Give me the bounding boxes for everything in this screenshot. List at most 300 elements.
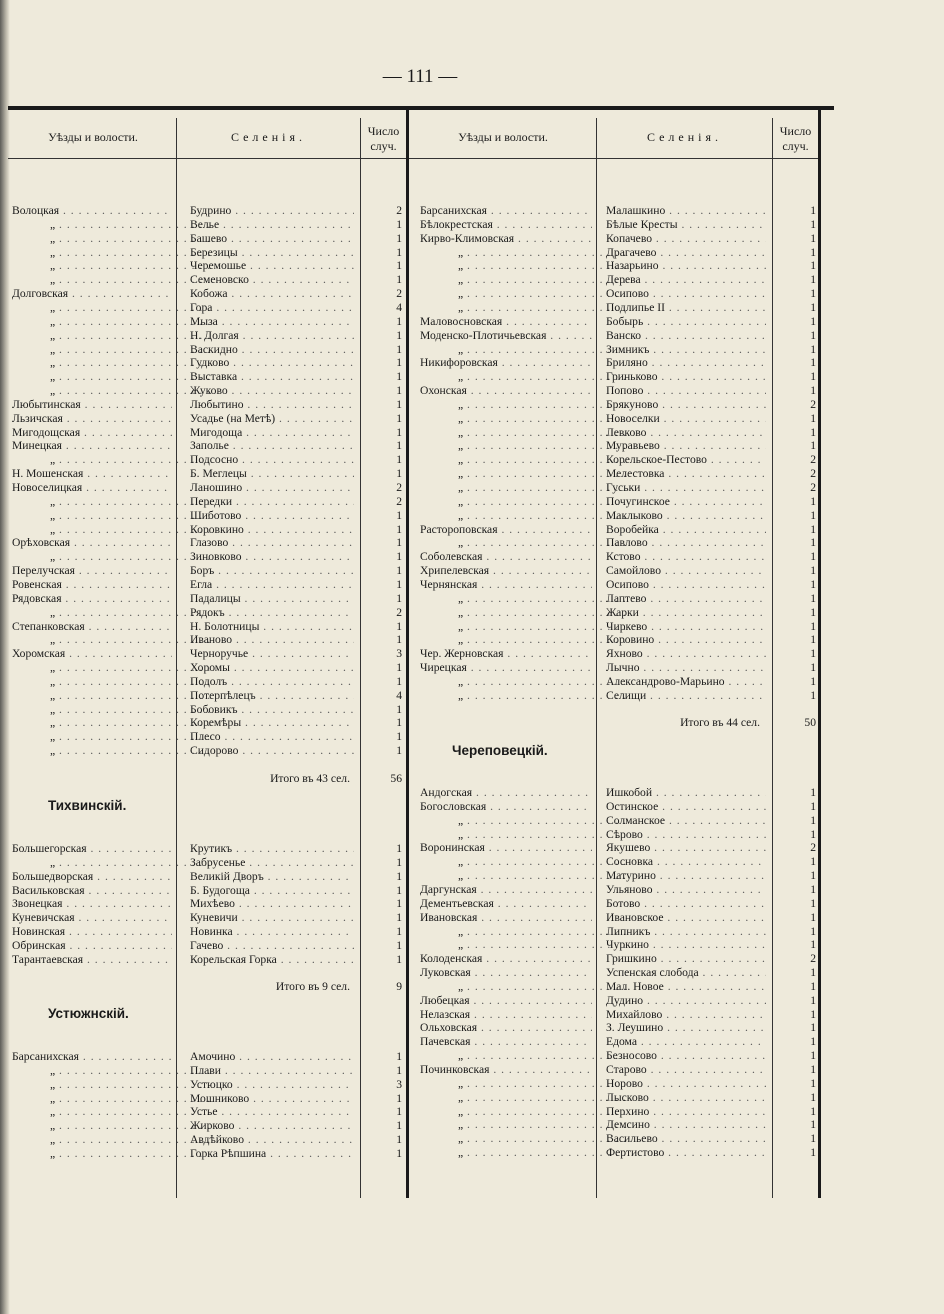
total-count: 9	[396, 980, 402, 993]
volost-cell: Моденско-Плотичьевская . . .	[420, 329, 592, 343]
case-count-cell: 1	[810, 979, 816, 993]
case-count-cell: 1	[810, 910, 816, 924]
case-count-cell: 2	[396, 605, 402, 619]
volost-cell: „ . . .	[420, 620, 630, 634]
volost-cell: „ . . .	[420, 412, 630, 426]
divider-right-seleniya	[772, 118, 773, 1198]
village-cell: Осипово . . .	[606, 578, 766, 592]
village-cell: Рядокъ . . .	[190, 606, 354, 620]
village-cell: Падалицы . . .	[190, 592, 354, 606]
case-count-cell: 1	[396, 897, 402, 911]
divider-left-seleniya	[360, 118, 361, 1198]
case-count-cell: 1	[396, 245, 402, 259]
volost-cell: Хрипелевская . . .	[420, 564, 592, 578]
volost-cell: Бѣлокрестская . . .	[420, 218, 592, 232]
village-cell: Назарьино . . .	[606, 259, 766, 273]
total-count: 56	[390, 772, 402, 785]
volost-cell: Рядовская . . .	[12, 592, 172, 606]
case-count-cell: 1	[396, 744, 402, 758]
volost-cell: „ . . .	[12, 246, 210, 260]
header-bottom-rule	[8, 158, 820, 159]
volost-cell: Любытинская . . .	[12, 398, 172, 412]
volost-cell: Орѣховская . . .	[12, 536, 172, 550]
case-count-cell: 1	[810, 536, 816, 550]
village-cell: Боръ . . .	[190, 564, 354, 578]
case-count-cell: 1	[396, 619, 402, 633]
case-count-cell: 1	[396, 453, 402, 467]
village-cell: Ванско . . .	[606, 329, 766, 343]
volost-cell: Долговская . . .	[12, 287, 172, 301]
village-cell: Левково . . .	[606, 426, 766, 440]
volost-cell: Луковская . . .	[420, 966, 592, 980]
volost-cell: Богословская . . .	[420, 800, 592, 814]
volost-cell: „ . . .	[420, 495, 630, 509]
volost-cell: Соболевская . . .	[420, 550, 592, 564]
village-cell: Новинка . . .	[190, 925, 354, 939]
village-cell: Почугинское . . .	[606, 495, 766, 509]
header-volost-right: Уѣзды и волости.	[458, 130, 548, 144]
case-count-cell: 1	[810, 356, 816, 370]
village-cell: Забрусенье . . .	[190, 856, 354, 870]
village-cell: Драгачево . . .	[606, 246, 766, 260]
village-cell: Заполье . . .	[190, 439, 354, 453]
volost-cell: „ . . .	[420, 869, 630, 883]
village-cell: Селищи . . .	[606, 689, 766, 703]
case-count-cell: 1	[396, 550, 402, 564]
volost-cell: „ . . .	[12, 730, 210, 744]
village-cell: Б. Будогоща . . .	[190, 884, 354, 898]
volost-cell: Андогская . . .	[420, 786, 592, 800]
header-count-right	[773, 124, 818, 154]
case-count-cell: 1	[810, 1007, 816, 1021]
case-count-cell: 1	[810, 661, 816, 675]
village-cell: Самойлово . . .	[606, 564, 766, 578]
volost-cell: Степанковская . . .	[12, 620, 172, 634]
header-seleniya-right: Селенія.	[646, 130, 723, 144]
village-cell: Усадье (на Метѣ) . . .	[190, 412, 354, 426]
case-count-cell: 1	[396, 1050, 402, 1063]
village-cell: Лысково . . .	[606, 1091, 766, 1105]
case-count-cell: 1	[810, 411, 816, 425]
volost-cell: „ . . .	[420, 509, 630, 523]
volost-cell: „ . . .	[12, 716, 210, 730]
village-cell: Безносово . . .	[606, 1049, 766, 1063]
case-count-cell: 1	[810, 425, 816, 439]
volost-cell: „ . . .	[420, 828, 630, 842]
volost-cell: Починковская . . .	[420, 1063, 592, 1077]
village-cell: Гудково . . .	[190, 356, 354, 370]
village-cell: Корельское-Пестово . . .	[606, 453, 766, 467]
case-count-cell: 1	[810, 342, 816, 356]
volost-cell: Любецкая . . .	[420, 994, 592, 1008]
volost-cell: Новинская . . .	[12, 925, 172, 939]
case-count-cell: 1	[396, 273, 402, 287]
case-count-cell: 1	[810, 217, 816, 231]
village-cell: Авдѣйково . . .	[190, 1133, 354, 1147]
case-count-cell: 1	[396, 1105, 402, 1119]
village-cell: Жарки . . .	[606, 606, 766, 620]
village-cell: Б. Меглецы . . .	[190, 467, 354, 481]
volost-cell: Минецкая . . .	[12, 439, 172, 453]
case-count-cell: 1	[810, 259, 816, 273]
volost-cell: „ . . .	[12, 1147, 210, 1161]
case-count-cell: 1	[396, 661, 402, 675]
village-cell: Мал. Новое . . .	[606, 980, 766, 994]
village-cell: Плесо . . .	[190, 730, 354, 744]
volost-cell: „ . . .	[420, 536, 630, 550]
case-count-cell: 1	[810, 494, 816, 508]
volost-cell: „ . . .	[420, 481, 630, 495]
village-cell: Бѣлые Кресты . . .	[606, 218, 766, 232]
case-count-cell: 1	[810, 287, 816, 301]
case-count-cell: 1	[810, 633, 816, 647]
village-cell: Мыза . . .	[190, 315, 354, 329]
village-cell: Амочино . . .	[190, 1050, 354, 1064]
village-cell: Гора . . .	[190, 301, 354, 315]
village-cell: Гриньково . . .	[606, 370, 766, 384]
case-count-cell: 1	[396, 1091, 402, 1105]
divider-right-edge	[818, 110, 821, 1198]
village-cell: Норово . . .	[606, 1077, 766, 1091]
volost-cell: Чер. Жерновская . . .	[420, 647, 592, 661]
volost-cell: „ . . .	[420, 980, 630, 994]
volost-cell: „ . . .	[12, 744, 210, 758]
village-cell: Фертистово . . .	[606, 1146, 766, 1160]
village-cell: Ивановское . . .	[606, 911, 766, 925]
volost-cell: „ . . .	[12, 1064, 210, 1078]
volost-cell: „ . . .	[12, 343, 210, 357]
village-cell: Шиботово . . .	[190, 509, 354, 523]
case-count-cell: 1	[810, 245, 816, 259]
case-count-cell: 1	[396, 439, 402, 453]
case-count-cell: 1	[810, 328, 816, 342]
volost-cell: Льзичская . . .	[12, 412, 172, 426]
case-count-cell: 1	[810, 1132, 816, 1146]
village-cell: Александрово-Марьино . . .	[606, 675, 766, 689]
volost-cell: „ . . .	[420, 1077, 630, 1091]
village-cell: Корельская Горка . . .	[190, 953, 354, 967]
volost-cell: Н. Мошенская . . .	[12, 467, 172, 481]
case-count-cell: 1	[810, 522, 816, 536]
volost-cell: „ . . .	[12, 1119, 210, 1133]
volost-cell: „ . . .	[420, 925, 630, 939]
total-label: Итого въ 44 сел.	[680, 716, 760, 729]
header-volost-left: Уѣзды и волости.	[48, 130, 138, 144]
case-count-cell: 1	[396, 259, 402, 273]
volost-cell: „ . . .	[12, 1092, 210, 1106]
village-cell: Кстово . . .	[606, 550, 766, 564]
village-cell: Крутикъ . . .	[190, 842, 354, 856]
case-count-cell: 1	[810, 300, 816, 314]
volost-cell: „ . . .	[12, 661, 210, 675]
volost-cell: „ . . .	[12, 633, 210, 647]
case-count-cell: 2	[810, 952, 816, 966]
volost-cell: Тарантаевская . . .	[12, 953, 172, 967]
case-count-cell: 1	[810, 647, 816, 661]
village-cell: Н. Долгая . . .	[190, 329, 354, 343]
village-cell: Башево . . .	[190, 232, 354, 246]
header-count-left	[361, 124, 406, 154]
village-cell: Березицы . . .	[190, 246, 354, 260]
village-cell: Сѣрово . . .	[606, 828, 766, 842]
village-cell: Павлово . . .	[606, 536, 766, 550]
village-cell: Попово . . .	[606, 384, 766, 398]
case-count-cell: 1	[396, 674, 402, 688]
village-cell: Плави . . .	[190, 1064, 354, 1078]
village-cell: Осипово . . .	[606, 287, 766, 301]
village-cell: Новоселки . . .	[606, 412, 766, 426]
village-cell: Хоромы . . .	[190, 661, 354, 675]
case-count-cell: 1	[396, 1063, 402, 1077]
volost-cell: „ . . .	[420, 592, 630, 606]
case-count-cell: 2	[396, 481, 402, 494]
village-cell: Перхино . . .	[606, 1105, 766, 1119]
header-count-top: Число	[779, 124, 812, 138]
volost-cell: „ . . .	[420, 1091, 630, 1105]
case-count-cell: 1	[810, 924, 816, 938]
volost-cell: „ . . .	[12, 675, 210, 689]
case-count-cell: 1	[810, 1090, 816, 1104]
header-seleniya-left: Селенія.	[230, 130, 307, 144]
village-cell: Семеновско . . .	[190, 273, 354, 287]
case-count-cell: 1	[810, 938, 816, 952]
divider-center	[406, 110, 409, 1198]
case-count-cell: 1	[396, 855, 402, 869]
volost-cell: Колоденская . . .	[420, 952, 592, 966]
case-count-cell: 1	[810, 619, 816, 633]
total-label: Итого въ 43 сел.	[270, 772, 350, 785]
case-count-cell: 1	[810, 1104, 816, 1118]
case-count-cell: 1	[810, 550, 816, 564]
table-top-rule	[8, 106, 834, 110]
village-cell: Ишкобой . . .	[606, 786, 766, 800]
volost-cell: Волоцкая . . .	[12, 204, 172, 218]
case-count-cell: 1	[810, 869, 816, 883]
case-count-cell: 1	[396, 342, 402, 356]
volost-cell: Ивановская . . .	[420, 911, 592, 925]
volost-cell: Васильковская . . .	[12, 884, 172, 898]
volost-cell: „ . . .	[420, 273, 630, 287]
volost-cell: „ . . .	[420, 343, 630, 357]
volost-cell: Барсанихская . . .	[12, 1050, 172, 1064]
village-cell: Гришкино . . .	[606, 952, 766, 966]
village-cell: Остинское . . .	[606, 800, 766, 814]
volost-cell: „ . . .	[420, 855, 630, 869]
case-count-cell: 1	[810, 231, 816, 245]
case-count-cell: 1	[396, 231, 402, 245]
case-count-cell: 1	[396, 384, 402, 398]
case-count-cell: 1	[396, 1119, 402, 1133]
header-count-bottom: случ.	[370, 139, 397, 153]
volost-cell: Барсанихская . . .	[420, 204, 592, 218]
volost-cell: „ . . .	[12, 689, 210, 703]
volost-cell: Хоромская . . .	[12, 647, 172, 661]
village-cell: Малашкино . . .	[606, 204, 766, 218]
volost-cell: Перелучская . . .	[12, 564, 172, 578]
village-cell: Демсино . . .	[606, 1118, 766, 1132]
case-count-cell: 4	[396, 300, 402, 314]
village-cell: Устье . . .	[190, 1105, 354, 1119]
book-spine-shadow	[0, 0, 10, 1314]
case-count-cell: 1	[810, 577, 816, 591]
village-cell: Коремѣры . . .	[190, 716, 354, 730]
village-cell: Передки . . .	[190, 495, 354, 509]
village-cell: Ульяново . . .	[606, 883, 766, 897]
case-count-cell: 2	[810, 841, 816, 855]
case-count-cell: 1	[810, 439, 816, 453]
volost-cell: „ . . .	[420, 287, 630, 301]
volost-cell: Мигодощская . . .	[12, 426, 172, 440]
volost-cell: Охонская . . .	[420, 384, 592, 398]
section-title-cherep: Череповецкій.	[452, 743, 548, 758]
volost-cell: Ольховская . . .	[420, 1021, 592, 1035]
volost-cell: Пачевская . . .	[420, 1035, 592, 1049]
volost-cell: Воронинская . . .	[420, 841, 592, 855]
case-count-cell: 1	[810, 688, 816, 702]
case-count-cell: 1	[810, 1049, 816, 1063]
case-count-cell: 1	[396, 314, 402, 328]
case-count-cell: 2	[810, 467, 816, 481]
volost-cell: „ . . .	[420, 398, 630, 412]
village-cell: Чуркино . . .	[606, 938, 766, 952]
volost-cell: „ . . .	[12, 1133, 210, 1147]
village-cell: Глазово . . .	[190, 536, 354, 550]
village-cell: Куневичи . . .	[190, 911, 354, 925]
village-cell: Яхново . . .	[606, 647, 766, 661]
volost-cell: „ . . .	[420, 1105, 630, 1119]
volost-cell: „ . . .	[12, 606, 210, 620]
village-cell: Егла . . .	[190, 578, 354, 592]
village-cell: Потерпѣлецъ . . .	[190, 689, 354, 703]
volost-cell: Большегорская . . .	[12, 842, 172, 856]
case-count-cell: 1	[810, 1063, 816, 1076]
case-count-cell: 1	[810, 1021, 816, 1035]
village-cell: Дудино . . .	[606, 994, 766, 1008]
volost-cell: „ . . .	[420, 370, 630, 384]
case-count-cell: 1	[396, 397, 402, 411]
village-cell: Устюцко . . .	[190, 1078, 354, 1092]
case-count-cell: 2	[810, 453, 816, 467]
village-cell: Жирково . . .	[190, 1119, 354, 1133]
case-count-cell: 1	[396, 716, 402, 730]
case-count-cell: 1	[396, 952, 402, 966]
village-cell: Гачево . . .	[190, 939, 354, 953]
volost-cell: „ . . .	[12, 453, 210, 467]
volost-cell: Ровенская . . .	[12, 578, 172, 592]
volost-cell: Нелазская . . .	[420, 1008, 592, 1022]
volost-cell: „ . . .	[420, 1118, 630, 1132]
section-title-tikhvin: Тихвинскій.	[48, 798, 127, 813]
volost-cell: Чирецкая . . .	[420, 661, 592, 675]
case-count-cell: 1	[810, 813, 816, 827]
case-count-cell: 1	[810, 674, 816, 688]
village-cell: Жуково . . .	[190, 384, 354, 398]
case-count-cell: 1	[396, 577, 402, 591]
volost-cell: „ . . .	[420, 467, 630, 481]
case-count-cell: 1	[396, 938, 402, 952]
volost-cell: Маловосновская . . .	[420, 315, 592, 329]
case-count-cell: 1	[396, 911, 402, 925]
village-cell: Маклыково . . .	[606, 509, 766, 523]
village-cell: Муравьево . . .	[606, 439, 766, 453]
volost-cell: Новоселицкая . . .	[12, 481, 172, 495]
volost-cell: Никифоровская . . .	[420, 356, 592, 370]
village-cell: Бобовикъ . . .	[190, 703, 354, 717]
volost-cell: „ . . .	[12, 523, 210, 537]
village-cell: Ланошино . . .	[190, 481, 354, 495]
village-cell: Сосновка . . .	[606, 855, 766, 869]
volost-cell: Обринская . . .	[12, 939, 172, 953]
volost-cell: „ . . .	[12, 856, 210, 870]
volost-cell: „ . . .	[12, 509, 210, 523]
case-count-cell: 1	[810, 1118, 816, 1132]
village-cell: Мигодоща . . .	[190, 426, 354, 440]
case-count-cell: 1	[396, 328, 402, 342]
village-cell: Копачево . . .	[606, 232, 766, 246]
village-cell: З. Леушино . . .	[606, 1021, 766, 1035]
case-count-cell: 1	[810, 564, 816, 578]
village-cell: Любытино . . .	[190, 398, 354, 412]
case-count-cell: 3	[396, 1077, 402, 1091]
case-count-cell: 1	[810, 508, 816, 522]
village-cell: Едома . . .	[606, 1035, 766, 1049]
village-cell: Коровино . . .	[606, 633, 766, 647]
case-count-cell: 1	[810, 966, 816, 980]
case-count-cell: 1	[810, 314, 816, 328]
volost-cell: „ . . .	[420, 439, 630, 453]
case-count-cell: 2	[396, 494, 402, 508]
volost-cell: „ . . .	[420, 453, 630, 467]
village-cell: Мошниково . . .	[190, 1092, 354, 1106]
village-cell: Кобожа . . .	[190, 287, 354, 301]
volost-cell: „ . . .	[420, 633, 630, 647]
village-cell: Будрино . . .	[190, 204, 354, 218]
volost-cell: „ . . .	[12, 370, 210, 384]
volost-cell: „ . . .	[12, 356, 210, 370]
case-count-cell: 1	[810, 786, 816, 799]
case-count-cell: 1	[810, 855, 816, 869]
case-count-cell: 1	[810, 370, 816, 384]
village-cell: Лычно . . .	[606, 661, 766, 675]
case-count-cell: 2	[396, 204, 402, 217]
village-cell: Бриляно . . .	[606, 356, 766, 370]
case-count-cell: 1	[810, 1146, 816, 1160]
case-count-cell: 1	[810, 591, 816, 605]
volost-cell: „ . . .	[12, 232, 210, 246]
village-cell: Зимникъ . . .	[606, 343, 766, 357]
case-count-cell: 1	[810, 605, 816, 619]
header-count-bottom: случ.	[782, 139, 809, 153]
village-cell: Великій Дворъ . . .	[190, 870, 354, 884]
case-count-cell: 1	[810, 993, 816, 1007]
case-count-cell: 1	[810, 273, 816, 287]
volost-cell: Куневичская . . .	[12, 911, 172, 925]
volost-cell: „ . . .	[420, 689, 630, 703]
case-count-cell: 1	[810, 882, 816, 896]
volost-cell: „ . . .	[420, 259, 630, 273]
village-cell: Старово . . .	[606, 1063, 766, 1077]
volost-cell: Чернянская . . .	[420, 578, 592, 592]
case-count-cell: 1	[396, 869, 402, 883]
volost-cell: Даргунская . . .	[420, 883, 592, 897]
village-cell: Выставка . . .	[190, 370, 354, 384]
case-count-cell: 3	[396, 647, 402, 661]
volost-cell: „ . . .	[420, 1132, 630, 1146]
volost-cell: „ . . .	[420, 606, 630, 620]
volost-cell: „ . . .	[12, 703, 210, 717]
volost-cell: „ . . .	[12, 218, 210, 232]
case-count-cell: 4	[396, 688, 402, 702]
